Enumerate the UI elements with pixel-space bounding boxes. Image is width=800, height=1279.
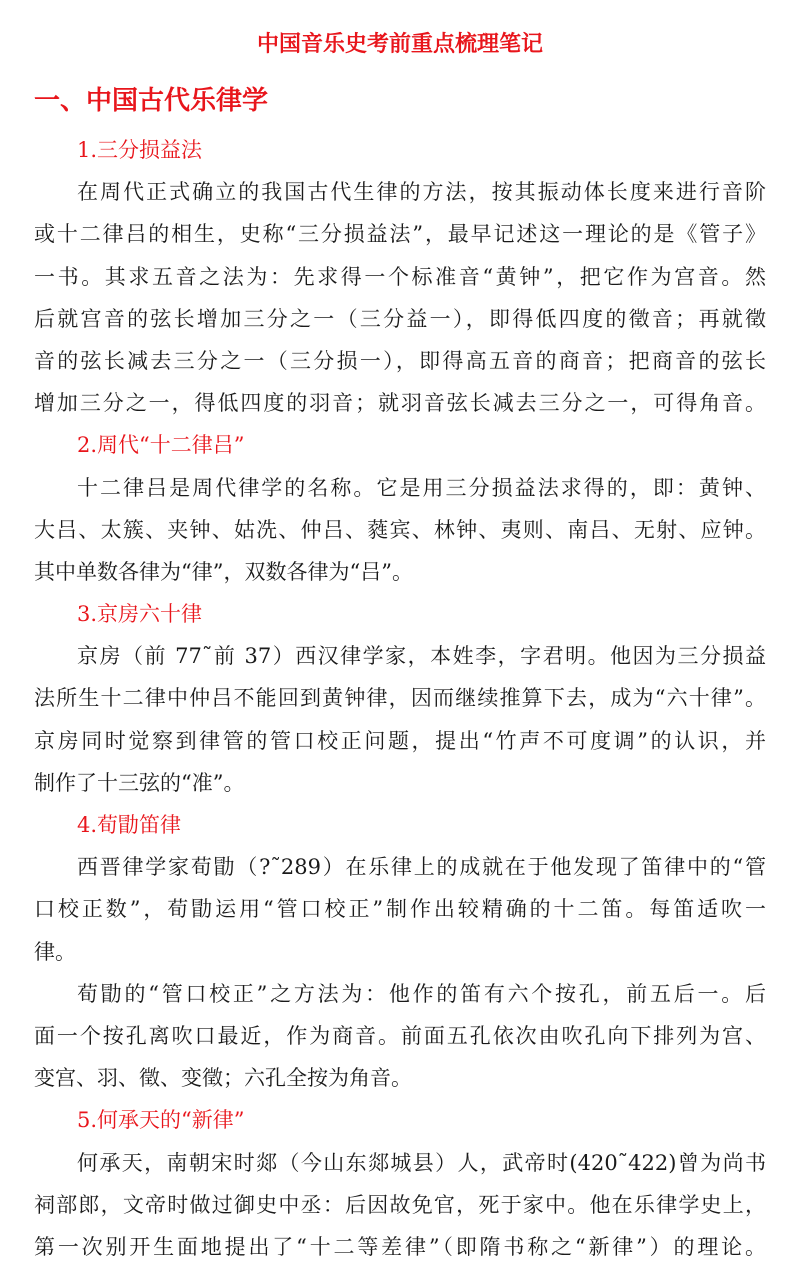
text-line: 其中单数各律为“律”，双数各律为“吕”。 [34, 559, 413, 584]
text-line: 制作了十三弦的“准”。 [34, 770, 245, 795]
document-page [34, 24, 766, 1268]
subsection-1 [34, 129, 766, 424]
paragraph [34, 846, 766, 973]
text-line: 西晋律学家荀勖（?˜289）在乐律上的成就在于他发现了笛律中的“管 [77, 855, 766, 880]
subsection-heading: 2.周代“十二律吕” [77, 433, 245, 458]
text-line: 何承天，南朝宋时郯（今山东郯城县）人，武帝时(420˜422)曾为尚书 [77, 1150, 766, 1175]
text-line: 面一个按孔离吹口最近，作为商音。前面五孔依次由吹孔向下排列为宫、 [34, 1023, 766, 1048]
paragraph [34, 467, 766, 594]
text-line: 在周代正式确立的我国古代生律的方法，按其振动体长度来进行音阶 [77, 180, 766, 205]
text-line: 增加三分之一，得低四度的羽音；就羽音弦长减去三分之一，可得角音。 [34, 391, 766, 416]
paragraph [34, 1142, 766, 1269]
subsection-4 [34, 804, 766, 1099]
text-line: 法所生十二律中仲吕不能回到黄钟律，因而继续推算下去，成为“六十律”。 [34, 686, 766, 711]
text-line: 祠部郎，文帝时做过御史中丞：后因故免官，死于家中。他在乐律学史上， [34, 1192, 766, 1217]
subsection-heading: 4.荀勖笛律 [77, 813, 182, 837]
text-line: 音的弦长减去三分之一（三分损一），即得高五音的商音；把商音的弦长 [34, 348, 766, 373]
subsection-heading: 1.三分损益法 [77, 138, 203, 162]
text-line: 第一次别开生面地提出了“十二等差律”（即隋书称之“新律”）的理论。 [34, 1234, 766, 1259]
text-line: 京房（前 77˜前 37）西汉律学家，本姓李，字君明。他因为三分损益 [77, 644, 766, 669]
text-line: 京房同时觉察到律管的管口校正问题，提出“竹声不可度调”的认识，并 [34, 728, 766, 753]
subsection-5 [34, 1099, 766, 1268]
text-line: 后就宫音的弦长增加三分之一（三分益一），即得低四度的徵音；再就徵 [34, 306, 766, 331]
section-heading: 一、中国古代乐律学 [34, 86, 269, 116]
subsection-heading: 3.京房六十律 [77, 602, 203, 627]
subsection-heading: 5.何承天的“新律” [77, 1108, 245, 1133]
text-line: 十二律吕是周代律学的名称。它是用三分损益法求得的，即：黄钟、 [77, 475, 766, 500]
paragraph [34, 973, 766, 1100]
text-line: 口校正数”，荀勖运用“管口校正”制作出较精确的十二笛。每笛适吹一 [34, 897, 766, 922]
document-title: 中国音乐史考前重点梳理笔记 [256, 32, 543, 57]
paragraph [34, 635, 766, 804]
subsection-2 [34, 424, 766, 593]
text-line: 或十二律吕的相生，史称“三分损益法”，最早记述这一理论的是《管子》 [34, 222, 766, 247]
text-line: 荀勖的“管口校正”之方法为：他作的笛有六个按孔，前五后一。后 [77, 981, 766, 1006]
subsection-3 [34, 593, 766, 804]
paragraph [34, 171, 766, 424]
text-line: 变宫、羽、徵、变徵；六孔全按为角音。 [34, 1066, 412, 1091]
text-line: 律。 [34, 939, 76, 964]
text-line: 一书。其求五音之法为：先求得一个标准音“黄钟”，把它作为宫音。然 [34, 264, 766, 289]
text-line: 大吕、太簇、夹钟、姑冼、仲吕、蕤宾、林钟、夷则、南吕、无射、应钟。 [34, 517, 766, 542]
